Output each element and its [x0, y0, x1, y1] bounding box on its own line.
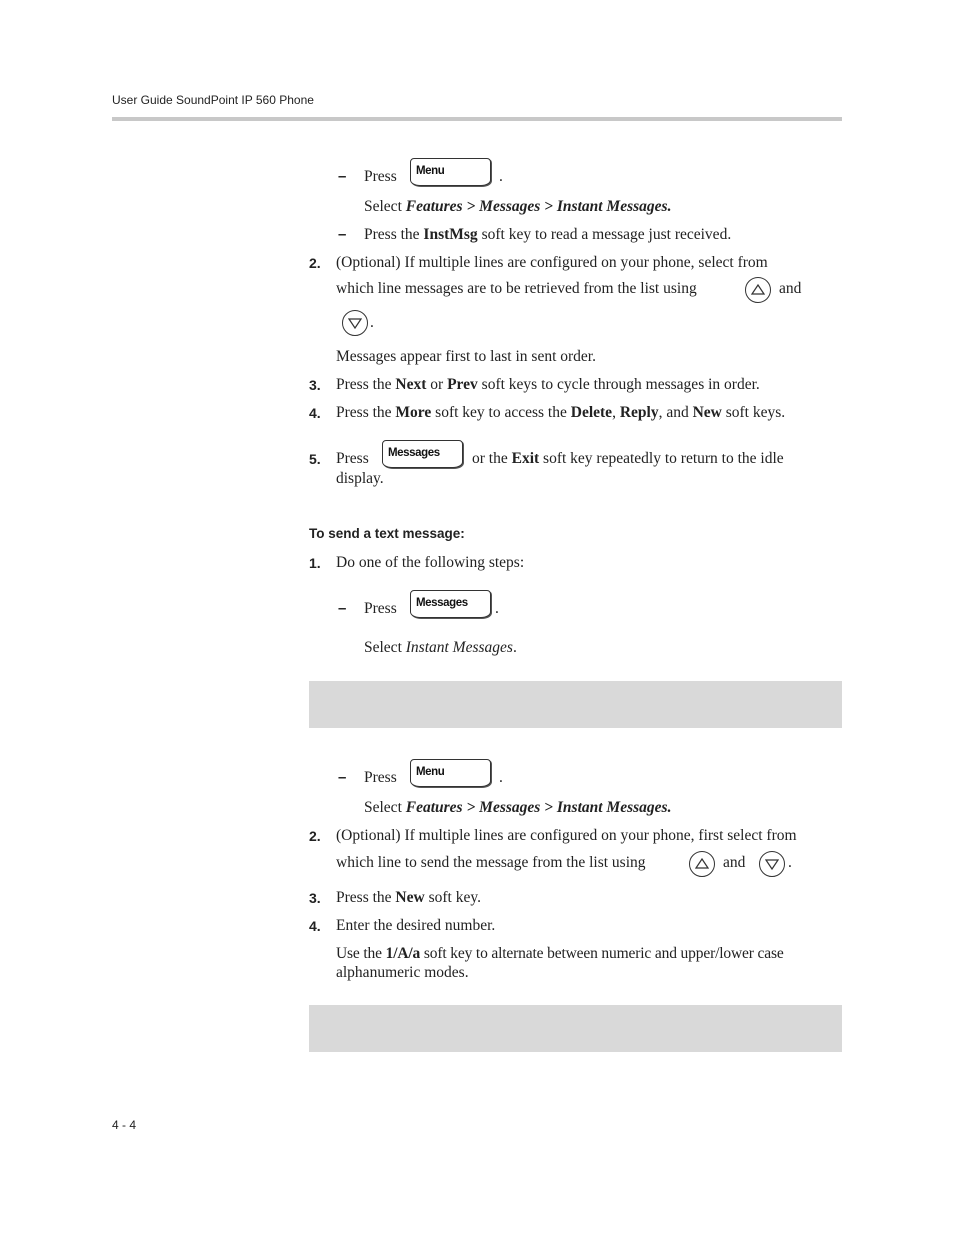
press-text: Press — [364, 769, 397, 786]
step-text: display. — [336, 470, 384, 487]
step-text: Press the More soft key to access the Delete, Reply, and New soft keys. — [336, 404, 786, 421]
and-text: and — [723, 854, 746, 871]
menu-key-label: Menu — [416, 165, 445, 177]
down-arrow-key-icon — [342, 310, 368, 336]
step-number: 4. — [309, 405, 321, 421]
menu-key-label: Menu — [416, 766, 445, 778]
section-heading: To send a text message: — [309, 526, 465, 541]
press-text: Press — [364, 600, 397, 617]
and-text: and — [779, 280, 802, 297]
period: . — [495, 600, 499, 617]
step-text: which line messages are to be retrieved from the list using — [336, 280, 697, 297]
messages-key-label: Messages — [388, 447, 440, 459]
step-text: which line to send the message from the list using — [336, 854, 646, 871]
bullet-dash: – — [338, 600, 347, 617]
step-number: 5. — [309, 451, 321, 467]
step-text: Do one of the following steps: — [336, 554, 525, 571]
note-text: Messages appear first to last in sent order. — [336, 348, 596, 365]
shaded-box — [309, 1005, 842, 1052]
step-number: 2. — [309, 828, 321, 844]
messages-key-label: Messages — [416, 597, 468, 609]
menu-key-icon — [410, 158, 491, 186]
messages-key-icon — [382, 440, 463, 468]
step-number: 2. — [309, 255, 321, 271]
page-number: 4 - 4 — [112, 1118, 137, 1132]
messages-key-icon — [410, 590, 491, 618]
running-header: User Guide SoundPoint IP 560 Phone — [112, 93, 314, 107]
press-text: Press — [364, 168, 397, 185]
up-arrow-key-icon — [745, 277, 771, 303]
menu-key-icon — [410, 759, 491, 787]
bullet-dash: – — [338, 168, 347, 185]
shaded-box — [309, 681, 842, 728]
bullet-dash: – — [338, 769, 347, 786]
up-arrow-key-icon — [689, 851, 715, 877]
step-text: or the Exit soft key repeatedly to return to the idle — [472, 450, 784, 467]
bullet-dash: – — [338, 226, 347, 243]
step-number: 3. — [309, 377, 321, 393]
step-text: Press the New soft key. — [336, 889, 481, 906]
period: . — [788, 854, 792, 871]
press-text: Press — [336, 450, 369, 467]
down-arrow-key-icon — [759, 851, 785, 877]
step-number: 1. — [309, 555, 321, 571]
step-text: (Optional) If multiple lines are configured on your phone, first select from — [336, 827, 797, 844]
step-text: Press the Next or Prev soft keys to cycle through messages in order. — [336, 376, 760, 393]
header-rule — [112, 117, 842, 121]
step-text: Enter the desired number. — [336, 917, 496, 934]
instmsg-instruction: Press the InstMsg soft key to read a message just received. — [364, 226, 732, 243]
select-instruction: Select Instant Messages. — [364, 639, 517, 656]
period: . — [499, 168, 503, 185]
step-number: 3. — [309, 890, 321, 906]
step-number: 4. — [309, 918, 321, 934]
step-text: Use the 1/A/a soft key to alternate between numeric and upper/lower case — [336, 945, 784, 962]
step-text: alphanumeric modes. — [336, 964, 469, 981]
period: . — [370, 314, 374, 331]
period: . — [499, 769, 503, 786]
select-instruction: Select Features > Messages > Instant Messages. — [364, 799, 672, 816]
step-text: (Optional) If multiple lines are configured on your phone, select from — [336, 254, 768, 271]
select-instruction: Select Features > Messages > Instant Messages. — [364, 198, 672, 215]
